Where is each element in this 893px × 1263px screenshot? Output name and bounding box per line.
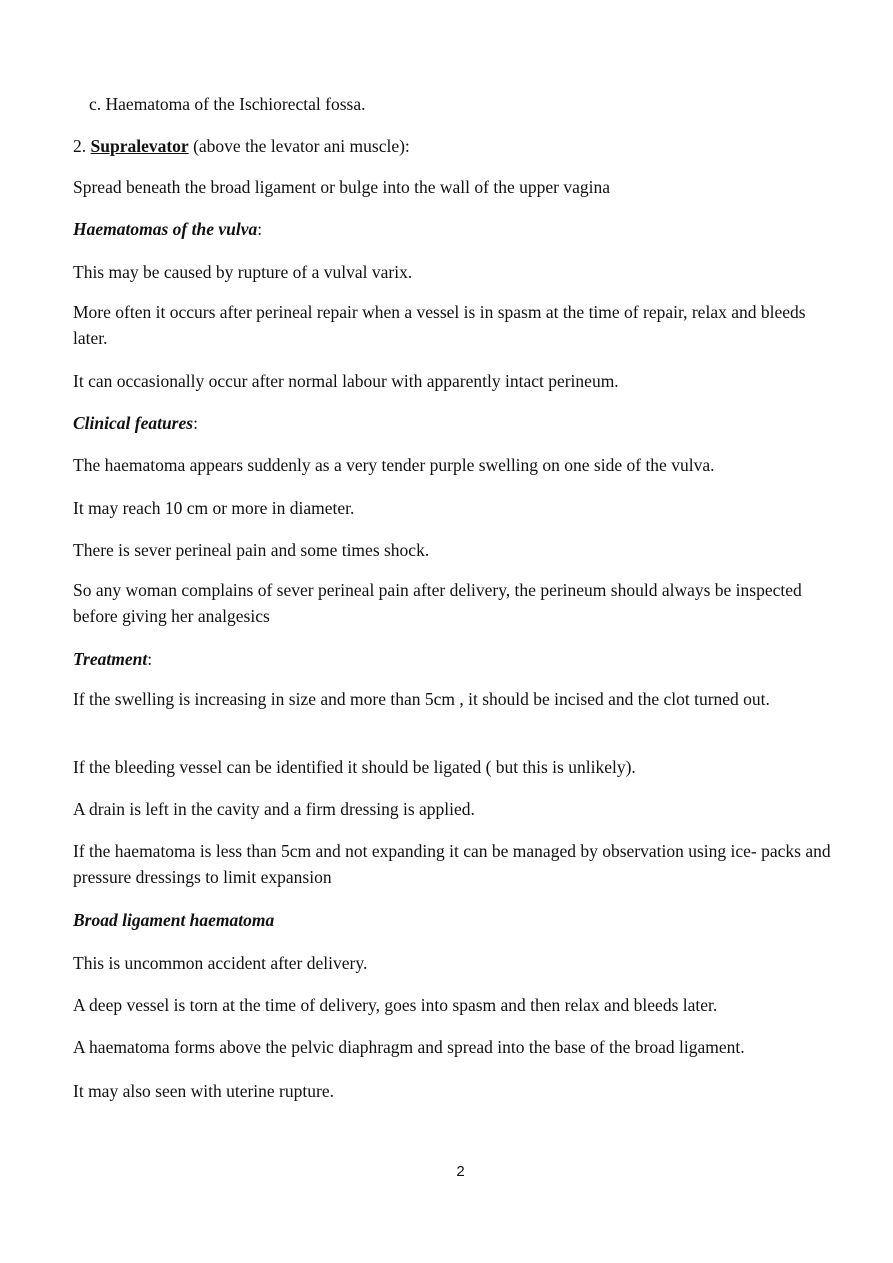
clinical-heading-line <box>73 410 835 436</box>
clinical-heading-colon: : <box>193 413 198 433</box>
broad-paragraph-1: This is uncommon accident after delivery. <box>73 953 368 973</box>
clinical-paragraph-1: The haematoma appears suddenly as a very tender purple swelling on one side of the vulva. <box>73 455 715 475</box>
treatment-paragraph-2: If the bleeding vessel can be identified it should be ligated ( but this is unlikely). <box>73 757 636 777</box>
vulva-paragraph-3: It can occasionally occur after normal labour with apparently intact perineum. <box>73 371 619 391</box>
treatment-paragraph-3: A drain is left in the cavity and a firm dressing is applied. <box>73 799 475 819</box>
broad-paragraph-3: A haematoma forms above the pelvic diaphragm and spread into the base of the broad ligament. <box>73 1037 745 1057</box>
broad-paragraph-4: It may also seen with uterine rupture. <box>73 1081 334 1101</box>
supralevator-term: Supralevator <box>90 136 189 156</box>
supralevator-text: Spread beneath the broad ligament or bulge into the wall of the upper vagina <box>73 177 610 197</box>
clinical-paragraph-3: There is sever perineal pain and some times shock. <box>73 540 430 560</box>
item-number: 2. <box>73 136 87 156</box>
broad-ligament-heading: Broad ligament haematoma <box>73 910 275 930</box>
list-item-c: c. Haematoma of the Ischiorectal fossa. <box>89 94 366 114</box>
vulva-paragraph-2: More often it occurs after perineal repair when a vessel is in spasm at the time of repair, relax and bleeds later. <box>73 302 806 348</box>
clinical-paragraph-4: So any woman complains of sever perineal pain after delivery, the perineum should always be inspected before giving her analgesics <box>73 580 802 626</box>
treatment-paragraph-1: If the swelling is increasing in size and more than 5cm , it should be incised and the clot turned out. <box>73 689 770 709</box>
treatment-heading-colon: : <box>147 649 153 669</box>
treatment-heading-line <box>73 646 835 672</box>
list-item-2 <box>73 133 835 159</box>
supralevator-description: (above the levator ani muscle): <box>193 136 410 156</box>
page-number: 2 <box>456 1163 465 1180</box>
vulva-paragraph-1: This may be caused by rupture of a vulval varix. <box>73 262 413 282</box>
treatment-paragraph-4: If the haematoma is less than 5cm and not expanding it can be managed by observation using ice- packs and pressure dressings to limit expansion <box>73 841 831 887</box>
treatment-heading: Treatment <box>73 649 148 669</box>
clinical-heading: Clinical features <box>73 413 194 433</box>
clinical-paragraph-2: It may reach 10 cm or more in diameter. <box>73 498 355 518</box>
broad-paragraph-2: A deep vessel is torn at the time of delivery, goes into spasm and then relax and bleeds later. <box>73 995 718 1015</box>
vulva-heading: Haematomas of the vulva <box>73 219 258 239</box>
vulva-heading-colon: : <box>257 219 263 239</box>
vulva-heading-line <box>73 216 835 242</box>
